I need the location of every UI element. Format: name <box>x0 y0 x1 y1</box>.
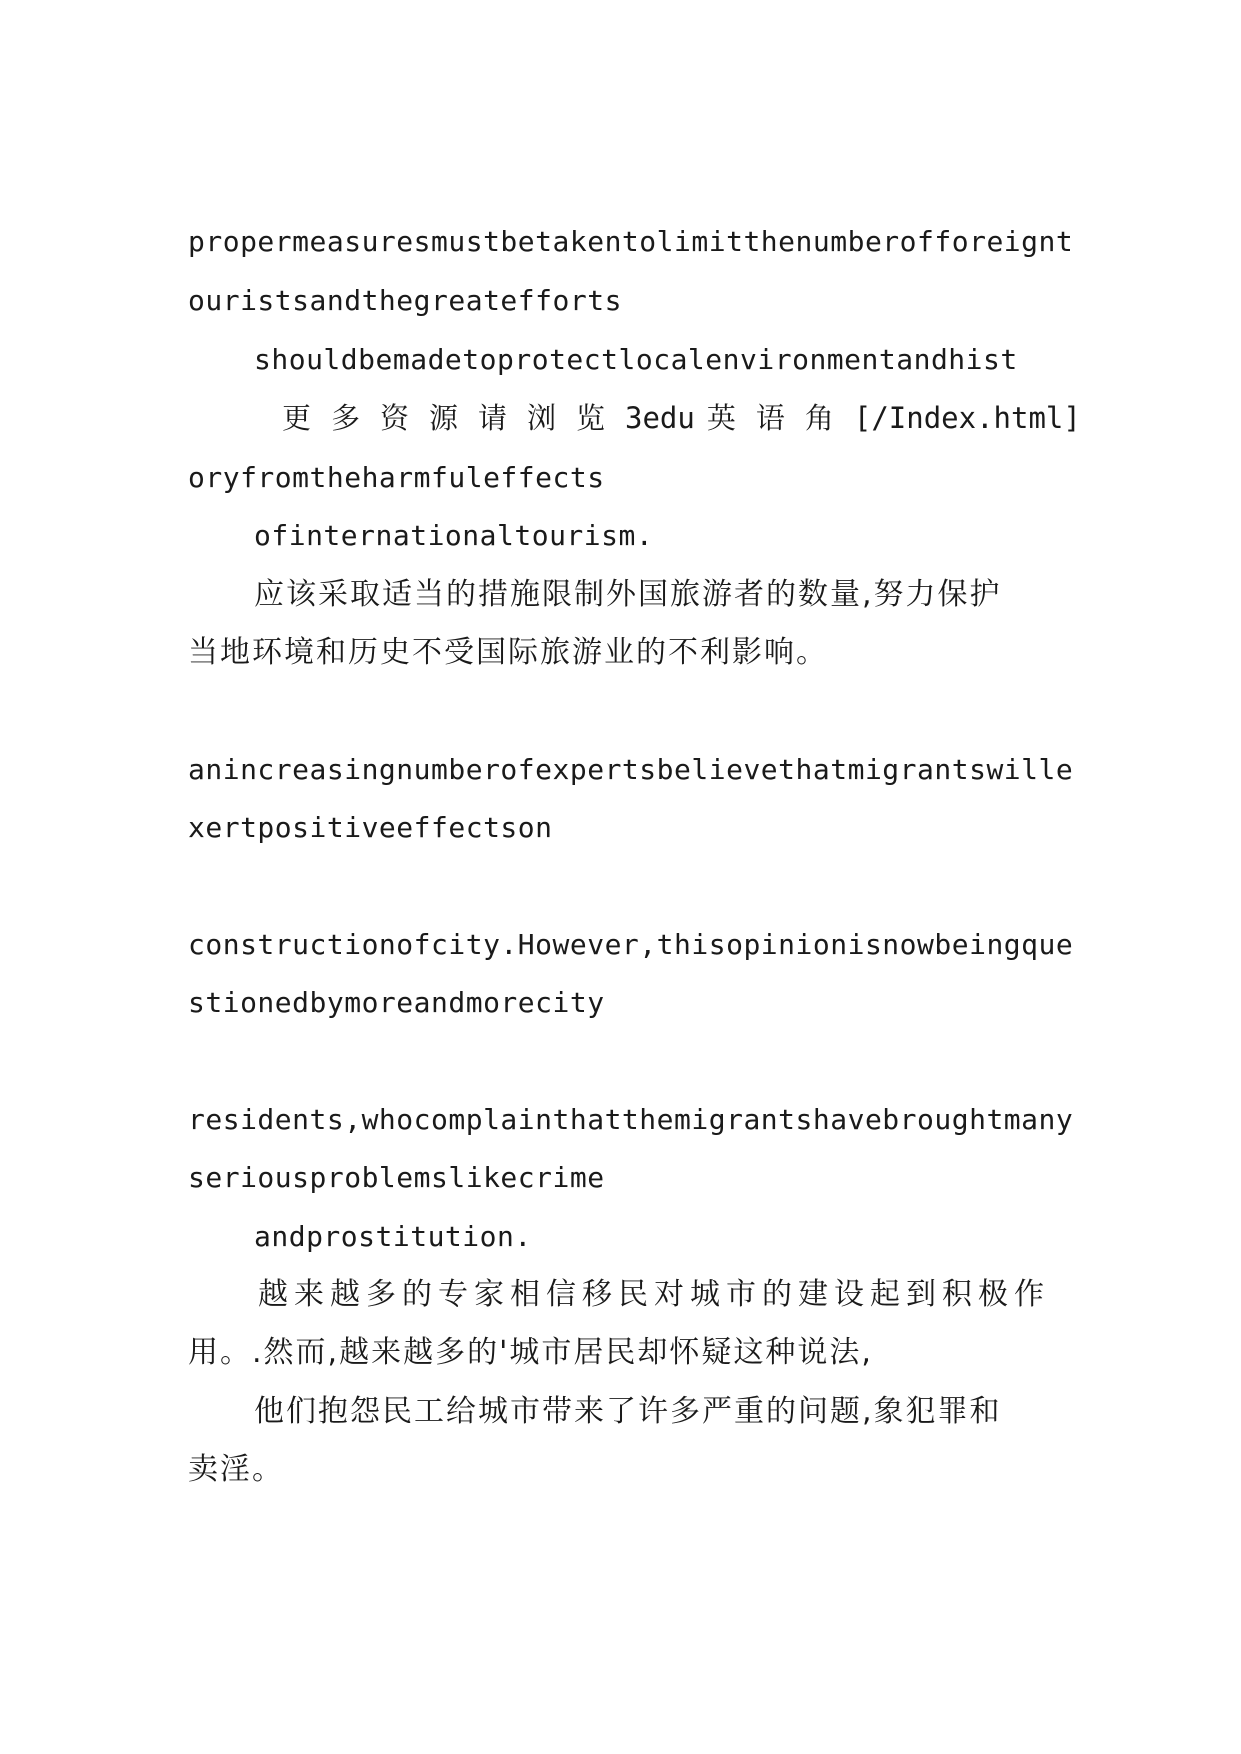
text-line-cn: 越来越多的专家相信移民对城市的建设起到积极作 <box>258 1277 1050 1312</box>
text-line: ouristsandthegreatefforts <box>188 284 622 317</box>
text-line: shouldbemadetoprotectlocalenvironmentandhist <box>254 343 1018 376</box>
text-line-cn: 他们抱怨民工给城市带来了许多严重的问题,象犯罪和 <box>254 1394 1002 1429</box>
text-line: constructionofcity.However,thisopinionisnowbeingque <box>188 928 1074 961</box>
text-line-cn: 应该采取适当的措施限制外国旅游者的数量,努力保护 <box>254 577 1002 612</box>
text-line: ofinternationaltourism. <box>254 519 654 552</box>
text-line: residents,whocomplainthatthemigrantshavebroughtmany <box>188 1103 1074 1136</box>
link-brand[interactable]: 3edu <box>625 401 695 435</box>
link-label[interactable]: 英语角 <box>706 401 854 435</box>
text-line: propermeasuresmustbetakentolimitthenumberofforeignt <box>188 225 1074 258</box>
text-line: xertpositiveeffectson <box>188 811 553 844</box>
text-line-cn: 卖淫。 <box>188 1452 284 1487</box>
resource-link-line <box>282 398 1081 438</box>
text-line: seriousproblemslikecrime <box>188 1161 605 1194</box>
text-line: anincreasingnumberofexpertsbelievethatmigrantswille <box>188 753 1074 786</box>
text-line: oryfromtheharmfuleffects <box>188 461 605 494</box>
link-url[interactable]: [/Index.html] <box>853 401 1081 435</box>
link-prefix: 更多资源请浏览 <box>282 401 626 435</box>
text-line: stionedbymoreandmorecity <box>188 986 605 1019</box>
text-line: andprostitution. <box>254 1220 532 1253</box>
text-line-cn: 当地环境和历史不受国际旅游业的不利影响。 <box>188 635 828 670</box>
text-line-cn: 用。.然而,越来越多的'城市居民却怀疑这种说法, <box>188 1335 873 1370</box>
